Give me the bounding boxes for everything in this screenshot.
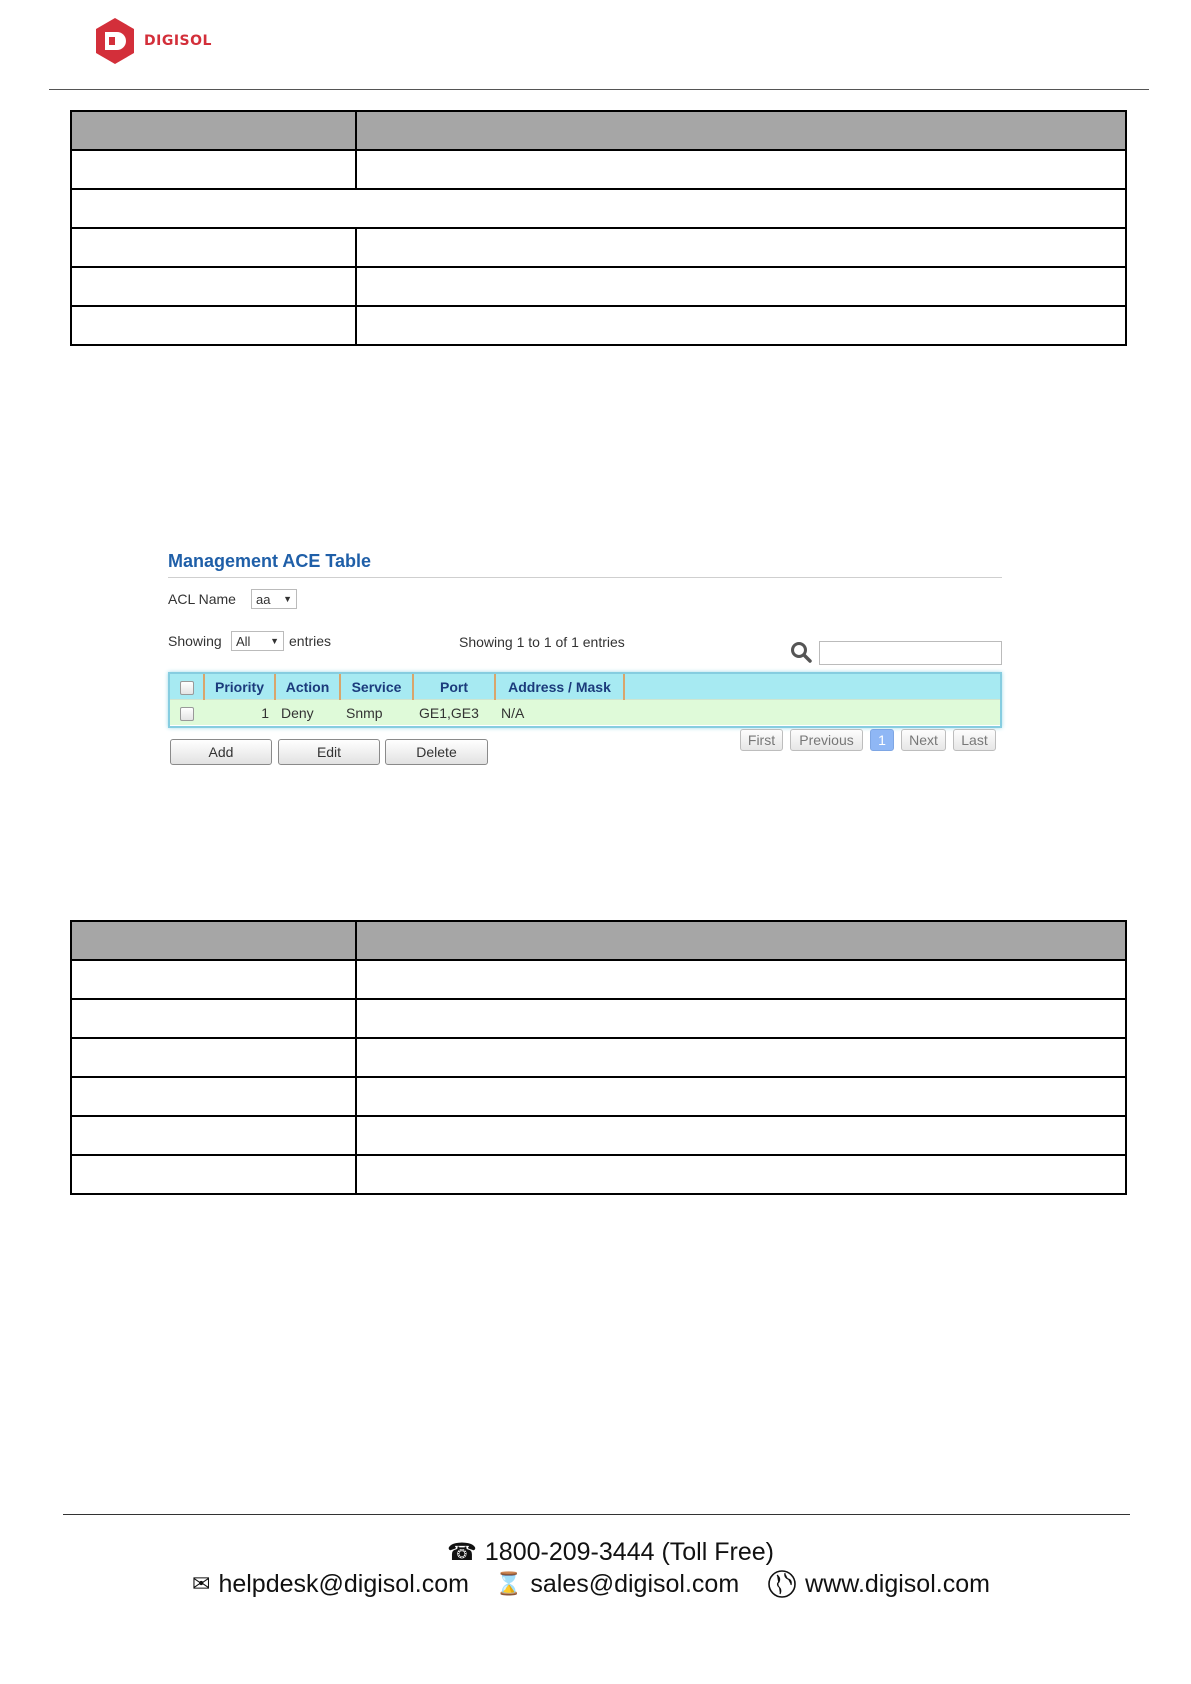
table-cell xyxy=(71,150,356,189)
table-cell xyxy=(71,1155,356,1194)
bottom-table-header-row xyxy=(71,921,1126,960)
top-table-header-cell xyxy=(356,111,1126,150)
select-all-checkbox[interactable] xyxy=(180,681,194,695)
edit-button[interactable]: Edit xyxy=(278,739,380,765)
hourglass-icon: ⌛ xyxy=(494,1571,523,1596)
table-row xyxy=(71,1155,1126,1194)
acl-name-select[interactable] xyxy=(251,589,297,609)
digisol-logo-icon xyxy=(94,17,136,65)
action-cell: Deny xyxy=(275,700,340,726)
table-cell xyxy=(356,150,1126,189)
add-button[interactable]: Add xyxy=(170,739,272,765)
top-table-header-cell xyxy=(71,111,356,150)
table-cell xyxy=(71,228,356,267)
row-checkbox[interactable] xyxy=(180,707,194,721)
entries-per-page-select[interactable] xyxy=(231,631,284,651)
table-cell xyxy=(356,1077,1126,1116)
service-cell: Snmp xyxy=(340,700,413,726)
empty-cell xyxy=(624,700,1000,726)
column-header-port[interactable]: Port xyxy=(413,674,495,700)
bottom-table-header-cell xyxy=(356,921,1126,960)
table-cell xyxy=(71,1077,356,1116)
table-cell xyxy=(71,267,356,306)
table-row[interactable] xyxy=(170,700,1000,726)
ace-table xyxy=(170,674,1000,725)
bottom-table-header-cell xyxy=(71,921,356,960)
table-row xyxy=(71,1077,1126,1116)
table-cell xyxy=(356,1155,1126,1194)
title-divider xyxy=(168,577,1002,578)
table-row xyxy=(71,306,1126,345)
globe-icon xyxy=(767,1569,797,1599)
search-input[interactable] xyxy=(819,641,1002,665)
table-row xyxy=(71,1038,1126,1077)
column-header-service[interactable]: Service xyxy=(340,674,413,700)
pagination-first-button[interactable]: First xyxy=(740,729,783,751)
entries-info: Showing 1 to 1 of 1 entries xyxy=(459,634,625,650)
entries-label: entries xyxy=(289,633,332,649)
table-row xyxy=(71,999,1126,1038)
website-link[interactable]: www.digisol.com xyxy=(805,1569,990,1598)
table-row xyxy=(71,1116,1126,1155)
brand-name: DIGISOL xyxy=(144,33,212,49)
header-divider xyxy=(49,89,1149,90)
table-cell xyxy=(356,960,1126,999)
top-table-header-row xyxy=(71,111,1126,150)
table-row xyxy=(71,960,1126,999)
top-table xyxy=(70,110,1127,346)
table-span-cell xyxy=(71,189,1126,228)
column-header-action[interactable]: Action xyxy=(275,674,340,700)
table-cell xyxy=(356,999,1126,1038)
table-cell xyxy=(71,306,356,345)
delete-button[interactable]: Delete xyxy=(385,739,488,765)
showing-label: Showing xyxy=(168,633,222,649)
ace-table-title: Management ACE Table xyxy=(168,551,372,571)
pagination-next-button[interactable]: Next xyxy=(901,729,946,751)
phone-icon: ☎ xyxy=(447,1539,477,1566)
table-cell xyxy=(356,1116,1126,1155)
ace-table-container xyxy=(168,672,1002,728)
port-cell: GE1,GE3 xyxy=(413,700,495,726)
column-header-address-mask[interactable]: Address / Mask xyxy=(495,674,624,700)
row-select-cell xyxy=(170,700,204,726)
table-cell xyxy=(71,1038,356,1077)
table-cell xyxy=(71,960,356,999)
search-icon[interactable] xyxy=(789,640,813,664)
acl-name-value: aa xyxy=(256,591,271,607)
pagination-page-button[interactable]: 1 xyxy=(870,729,894,751)
priority-cell: 1 xyxy=(204,700,275,726)
table-cell xyxy=(356,306,1126,345)
sales-email[interactable]: sales@digisol.com xyxy=(530,1569,740,1598)
table-row xyxy=(71,228,1126,267)
acl-name-label: ACL Name xyxy=(168,591,236,607)
pagination-previous-button[interactable]: Previous xyxy=(790,729,863,751)
bottom-table xyxy=(70,920,1127,1195)
column-header-priority[interactable]: Priority xyxy=(204,674,275,700)
mail-icon: ✉ xyxy=(192,1571,211,1596)
helpdesk-email[interactable]: helpdesk@digisol.com xyxy=(218,1569,469,1598)
brand-logo xyxy=(94,15,212,67)
dropdown-arrow-icon: ▼ xyxy=(270,636,279,646)
table-cell xyxy=(356,267,1126,306)
table-row xyxy=(71,150,1126,189)
phone-number: 1800-209-3444 (Toll Free) xyxy=(484,1538,774,1566)
footer-phone xyxy=(447,1538,774,1567)
select-all-cell xyxy=(170,674,204,700)
ace-header-row xyxy=(170,674,1000,700)
table-cell xyxy=(71,999,356,1038)
footer-contacts xyxy=(192,1569,990,1599)
table-row xyxy=(71,267,1126,306)
footer-divider xyxy=(63,1514,1130,1515)
dropdown-arrow-icon: ▼ xyxy=(283,594,292,604)
table-cell xyxy=(356,228,1126,267)
table-cell xyxy=(71,1116,356,1155)
pagination-last-button[interactable]: Last xyxy=(953,729,996,751)
entries-per-page-value: All xyxy=(236,633,251,649)
table-row xyxy=(71,189,1126,228)
address-mask-cell: N/A xyxy=(495,700,624,726)
column-header-empty xyxy=(624,674,1000,700)
table-cell xyxy=(356,1038,1126,1077)
